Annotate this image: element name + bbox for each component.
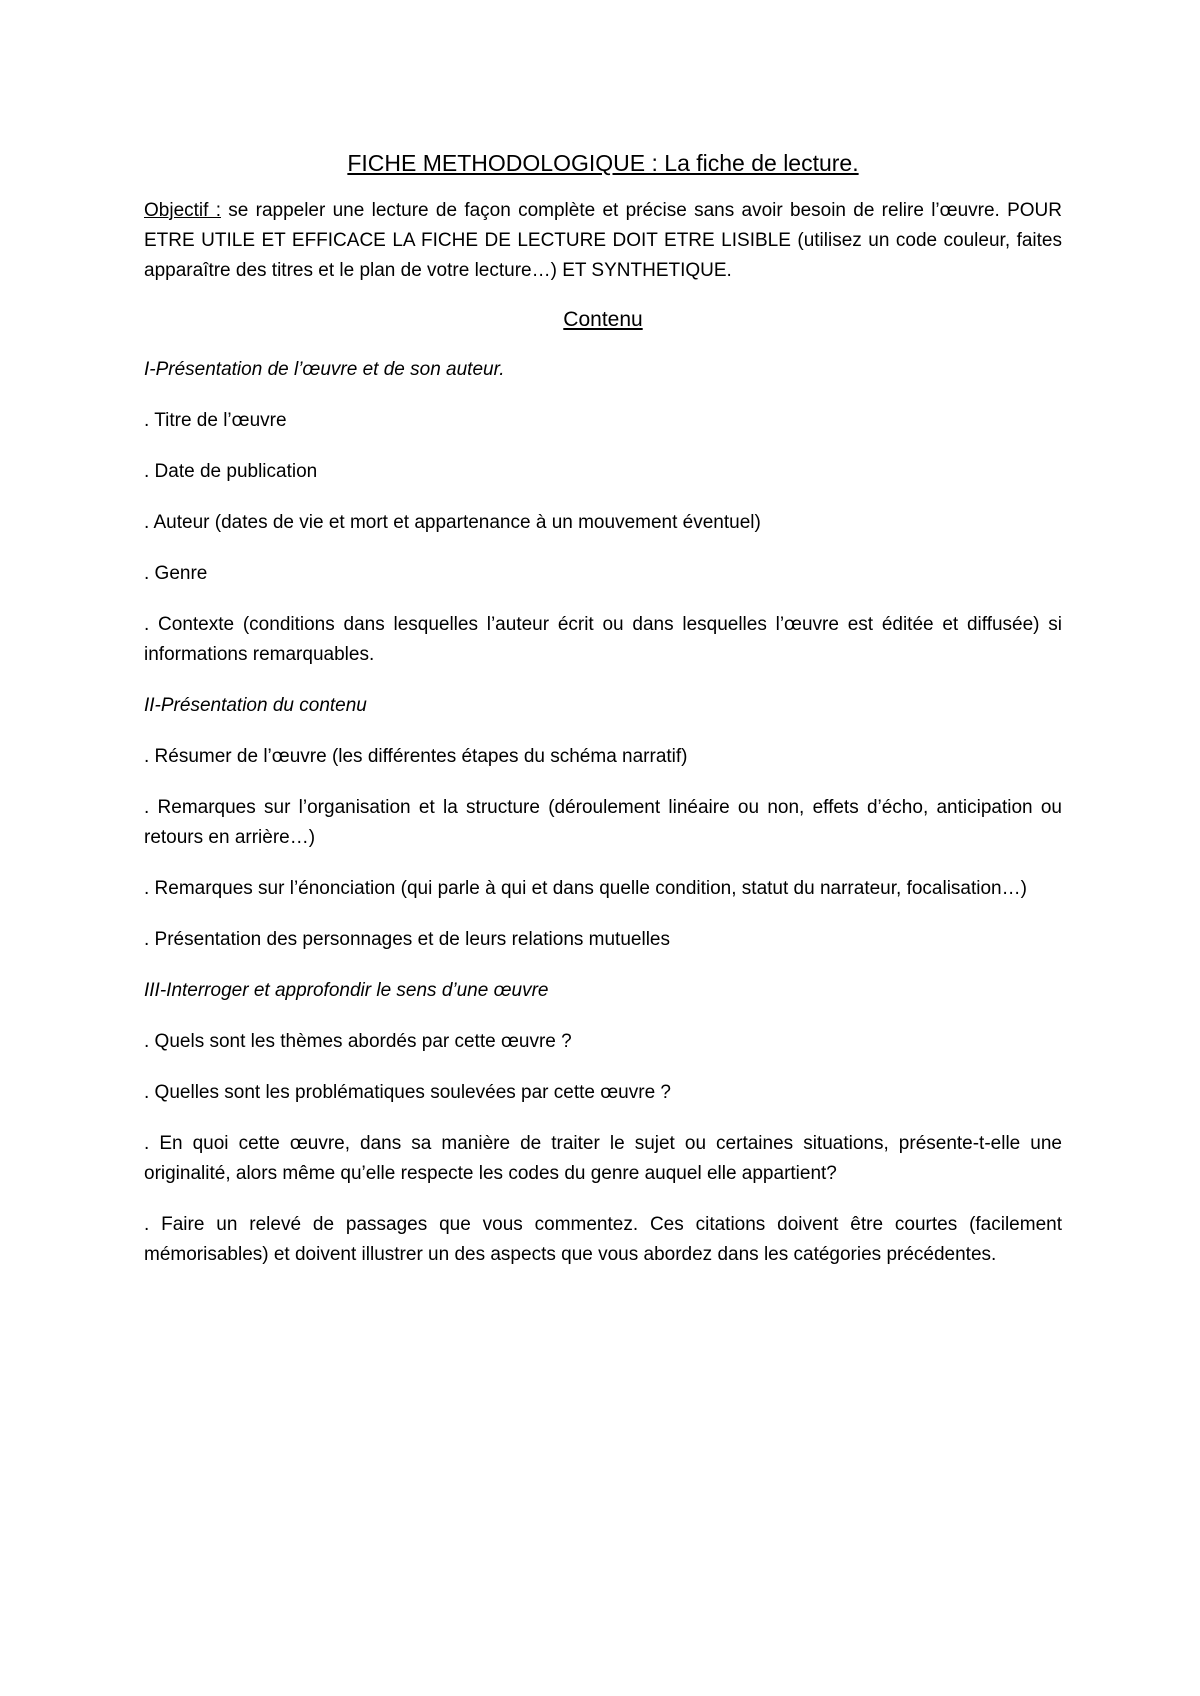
list-item: . Faire un relevé de passages que vous commentez. Ces citations doivent être courtes (facilement mémorisables) et doivent illustrer un des aspects que vous abordez dans les catégories précédentes. <box>144 1214 1062 1265</box>
part2-heading: II-Présentation du contenu <box>144 695 367 716</box>
objectif-label: Objectif : <box>144 200 221 221</box>
list-item: . Auteur (dates de vie et mort et appartenance à un mouvement éventuel) <box>144 512 761 533</box>
part3-heading: III-Interroger et approfondir le sens d’une œuvre <box>144 980 549 1001</box>
list-item: . Quels sont les thèmes abordés par cette œuvre ? <box>144 1031 572 1052</box>
list-item: . Titre de l’œuvre <box>144 410 287 431</box>
section-heading-contenu: Contenu <box>563 308 643 331</box>
list-item: . En quoi cette œuvre, dans sa manière de traiter le sujet ou certaines situations, présente-t-elle une originalité, alors même qu’elle respecte les codes du genre auquel elle appartient? <box>144 1133 1062 1184</box>
list-item: . Date de publication <box>144 461 318 482</box>
list-item: . Présentation des personnages et de leurs relations mutuelles <box>144 929 670 950</box>
document-body <box>144 148 1062 1291</box>
document-title: FICHE METHODOLOGIQUE : La fiche de lecture. <box>347 150 859 176</box>
list-item: . Remarques sur l’énonciation (qui parle à qui et dans quelle condition, statut du narrateur, focalisation…) <box>144 878 1027 899</box>
list-item: . Genre <box>144 563 208 584</box>
list-item: . Contexte (conditions dans lesquelles l’auteur écrit ou dans lesquelles l’œuvre est éditée et diffusée) si informations remarquables. <box>144 614 1062 665</box>
list-item: . Remarques sur l’organisation et la structure (déroulement linéaire ou non, effets d’écho, anticipation ou retours en arrière…) <box>144 797 1062 848</box>
part1-heading: I-Présentation de l’œuvre et de son auteur. <box>144 359 505 380</box>
list-item: . Quelles sont les problématiques soulevées par cette œuvre ? <box>144 1082 671 1103</box>
list-item: . Résumer de l’œuvre (les différentes étapes du schéma narratif) <box>144 746 688 767</box>
objectif-paragraph <box>144 196 1062 286</box>
objectif-text: se rappeler une lecture de façon complète et précise sans avoir besoin de relire l’œuvre. POUR ETRE UTILE ET EFFICACE LA FICHE DE LECTURE DOIT ETRE LISIBLE (utilisez un code couleur, faites apparaître des titres et le plan de votre lecture…) ET SYNTHETIQUE. <box>144 200 1062 281</box>
